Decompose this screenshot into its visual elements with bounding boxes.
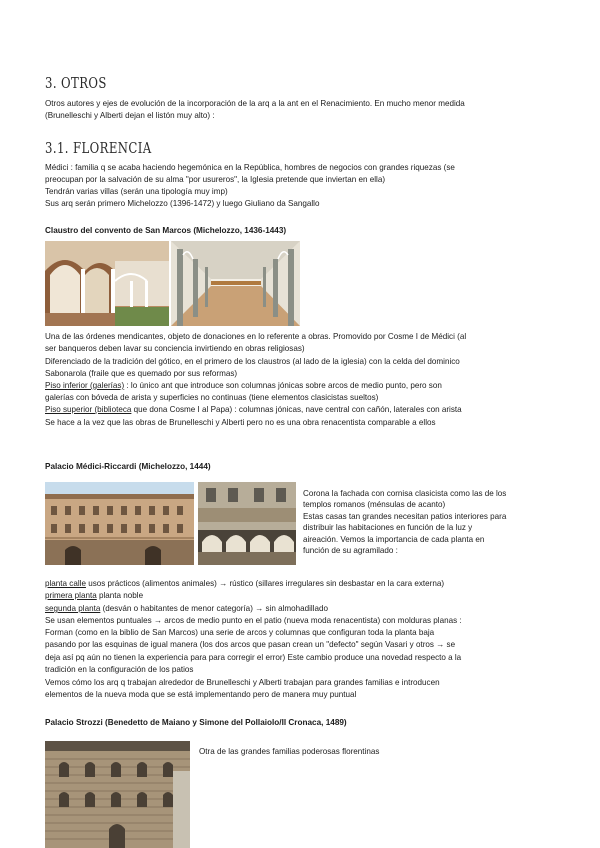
paragraph-line: pasando por las esquinas de igual manera (los dos arcos que pasan crean un "defecto" según Vasari y otros → se <box>45 640 456 649</box>
photo-library-san-marcos <box>171 241 300 326</box>
paragraph-line: deja así pq aún no tienen la experiencia para para corregir el error) Este cambio produce una novedad respecto a la <box>45 653 462 662</box>
medici-side-text: Corona la fachada con cornisa clasicista como las de los templos romanos (ménsulas de acanto) Estas casas tan grandes necesitan patios interiores para distribuir las habitaciones en función de la luz y aireación. Vemos la importancia de cada planta en función de su agramilado : <box>303 489 507 556</box>
paragraph-line: Médici : familia q se acaba haciendo hegemónica en la República, hombres de negocios con grandes riquezas (se <box>45 163 455 172</box>
paragraph-line: Sus arq serán primero Michelozzo (1396-1472) y luego Giuliano da Sangallo <box>45 199 320 208</box>
paragraph-line: ser banqueros deben lavar su conciencia invirtiendo en obras religiosas) <box>45 344 305 353</box>
subsection-title-san-marcos: Claustro del convento de San Marcos (Michelozzo, 1436-1443) <box>45 226 287 235</box>
intro-line: Otros autores y ejes de evolución de la incorporación de la arq a la ant en el Renacimiento. En mucho menor medida <box>45 99 465 108</box>
paragraph-line: Se hace a la vez que las obras de Brunelleschi y Alberti pero no es una obra renacentista comparable a ellos <box>45 418 436 427</box>
paragraph-line: Vemos cómo los arq q trabajan alrededor de Brunelleschi y Alberti trabajan para grandes familias e introducen <box>45 678 440 687</box>
photo-palazzo-medici-facade <box>45 482 194 565</box>
term-piso-superior: Piso superior (biblioteca <box>45 405 132 414</box>
paragraph-line: Piso superior (biblioteca que dona Cosme I al Papa) : columnas jónicas, nave central con cañón, laterales con arista <box>45 405 462 414</box>
paragraph-line: Sabonarola (fraile que es quemado por sus reformas) <box>45 369 238 378</box>
intro-line: (Brunelleschi y Alberti dejan el listón muy alto) : <box>45 111 215 120</box>
paragraph-line: galerías con bóveda de arista y superficies no continuas (tiene elementos clasicistas sueltos) <box>45 393 379 402</box>
paragraph-line: Diferenciado de la tradición del gótico, en el primero de los claustros (al lado de la iglesia) con la celda del dominico <box>45 357 460 366</box>
term-planta-calle: planta calle <box>45 579 86 588</box>
strozzi-side-text: Otra de las grandes familias poderosas florentinas <box>199 747 380 756</box>
term-primera-planta: primera planta <box>45 591 97 600</box>
photo-cloister-san-marcos <box>45 241 169 326</box>
photo-palazzo-medici-courtyard <box>198 482 296 565</box>
paragraph-line: Tendrán varias villas (serán una tipología muy imp) <box>45 187 228 196</box>
paragraph-line: planta calle usos prácticos (alimentos animales) → rústico (sillares irregulares sin desbastar en la cara externa) <box>45 579 445 588</box>
term-piso-inferior: Piso inferior (galerías) <box>45 381 125 390</box>
paragraph-line: Piso inferior (galerías) : lo único ant que introduce son columnas jónicas sobre arcos de medio punto, pero son <box>45 381 442 390</box>
paragraph-line: tradición en la configuración de los patios <box>45 665 194 674</box>
paragraph-line: Se usan elementos puntuales → arcos de medio punto en el patio (nueva moda renacentista) con molduras planas : <box>45 616 462 625</box>
photo-palazzo-strozzi <box>45 741 190 848</box>
section-heading-florencia: 3.1. FLORENCIA <box>45 139 152 157</box>
section-heading-otros: 3. OTROS <box>45 74 107 92</box>
paragraph-line: primera planta planta noble <box>45 591 144 600</box>
subsection-title-strozzi: Palacio Strozzi (Benedetto de Maiano y Simone del Pollaiolo/Il Cronaca, 1489) <box>45 718 347 727</box>
subsection-title-medici-riccardi: Palacio Médici-Riccardi (Michelozzo, 1444) <box>45 462 211 471</box>
paragraph-line: preocupan por la salvación de su alma "por usureros", la Iglesia pretende que inviertan en ella) <box>45 175 386 184</box>
paragraph-line: elementos de la nueva moda que se está implementando pero de manera muy puntual <box>45 690 357 699</box>
paragraph-line: Forman (como en la biblio de San Marcos) una serie de arcos y columnas que configuran toda la planta baja <box>45 628 435 637</box>
paragraph-line: Una de las órdenes mendicantes, objeto de donaciones en lo referente a obras. Promovido por Cosme I de Médici (al <box>45 332 467 341</box>
term-segunda-planta: segunda planta <box>45 604 101 613</box>
paragraph-line: segunda planta (desván o habitantes de menor categoría) → sin almohadillado <box>45 604 329 613</box>
